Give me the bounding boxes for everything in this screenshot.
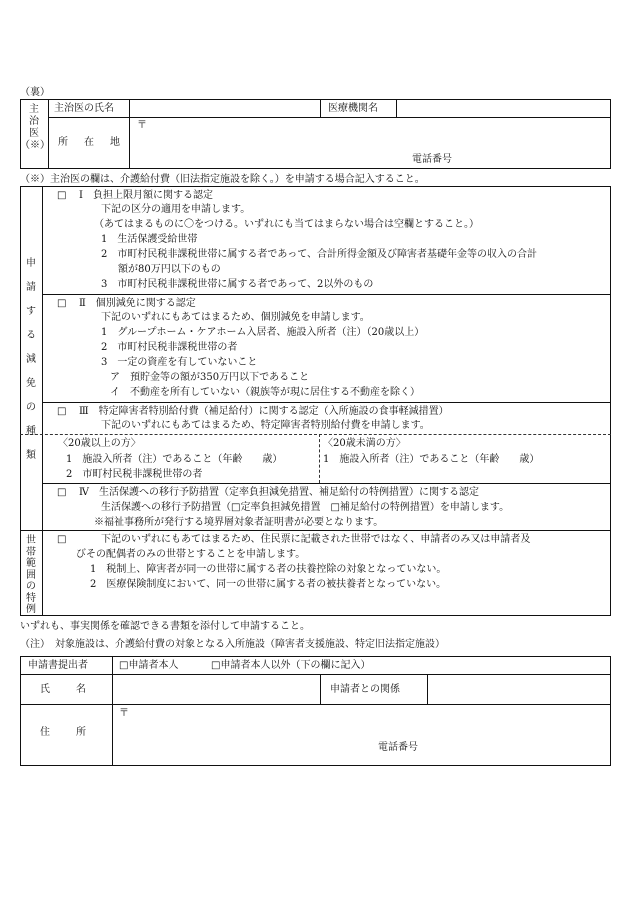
footer-note: （注） 対象施設は、介護給付費の対象となる入所施設（障害者支援施設、特定旧法指定施設） [20,639,445,650]
s2-subitem: イ 不動産を所有していない（親族等が現に居住する不動産を除く） [110,387,420,398]
s1-item: 2 市町村民税非課税世帯に属する者であって、合計所得金額及び障害者基礎年金等の収入の合計 [101,249,538,260]
s2-line: 下記のいずれにもあてはまるため、個別減免を申請します。 [101,312,370,323]
reduction-side-char: の [26,402,36,413]
s2-title: Ⅱ 個別減免に関する認定 [79,298,196,309]
household-side-char: 範 [26,558,36,569]
page-label: （裏） [20,87,50,98]
physician-side-char: （※） [20,140,50,151]
s2-subitem: ア 預貯金等の額が350万円以下であること [110,372,310,383]
submitter-address-label: 住 所 [40,727,88,738]
reduction-side-label [20,252,42,468]
household-checkbox[interactable]: □ [57,534,67,545]
household-side-char: 世 [26,535,36,546]
s3-right-item: 1 施設入所者（注）であること（年齢 歳） [323,454,540,465]
postal-mark: 〒 [119,708,129,719]
s3-left-head: 〈20歳以上の方〉 [58,438,141,449]
reduction-side-char: 請 [26,282,36,293]
submitter-other-option[interactable]: □申請者本人以外（下の欄に記入） [211,660,371,671]
household-line: びその配偶者のみの世帯とすることを申請します。 [76,549,306,560]
physician-note: （※）主治医の欄は、介護給付費（旧法指定施設を除く。）を申請する場合記入すること。 [20,174,425,185]
physician-phone-label: 電話番号 [412,154,452,165]
submitter-label: 申請書提出者 [28,660,88,671]
submitter-name-label: 氏 名 [40,684,88,695]
relation-label: 申請者との関係 [330,684,400,695]
s1-item: 3 市町村民税非課税世帯に属する者であって、2以外のもの [101,279,374,290]
household-item: 2 医療保険制度において、同一の世帯に属する者の被扶養者となっていない。 [90,579,447,590]
household-side-char: 帯 [26,546,36,558]
household-side-char: 囲 [26,569,36,581]
reduction-side-char: 減 [26,354,36,365]
physician-side-char: 医 [29,128,39,139]
submitter-name-field[interactable] [113,675,319,703]
reduction-side-char: 種 [26,426,36,437]
s1-item: 1 生活保護受給世帯 [101,234,198,245]
physician-side-char: 主 [29,104,39,115]
household-item: 1 税制上、障害者が同一の世帯に属する者の扶養控除の対象となっていない。 [90,564,447,575]
household-side-char: の [26,581,36,592]
household-side-char: 特 [26,592,36,604]
s1-line: （あてはまるものに〇をつける。いずれにも当てはまらない場合は空欄とすること。） [94,219,479,230]
s2-item: 3 一定の資産を有していないこと [101,357,258,368]
physician-name-field[interactable] [130,100,319,116]
s4-line: 生活保護への移行予防措置（□定率負担減免措置 □補足給付の特例措置）を申請します。 [101,502,510,513]
s3-left-item: 1 施設入所者（注）であること（年齢 歳） [66,454,283,465]
submitter-self-option[interactable]: □申請者本人 [119,660,179,671]
footer-note: いずれも、事実関係を確認できる書類を添付して申請すること。 [20,621,310,632]
household-line: 下記のいずれにもあてはまるため、住民票に記載された世帯ではなく、申請者のみ又は申請者及 [101,534,531,545]
submitter-phone-label: 電話番号 [378,742,418,753]
submitter-address-field[interactable] [113,705,610,765]
reduction-side-char: る [26,330,36,341]
reduction-side-char: す [26,306,36,317]
s3-right-head: 〈20歳未満の方〉 [323,438,406,449]
s3-line: 下記のいずれにもあてはまるため、特定障害者特別給付費を申請します。 [101,420,430,431]
institution-label: 医療機関名 [328,103,378,114]
physician-address-label: 所 在 地 [58,137,123,148]
s4-checkbox[interactable]: □ [57,487,67,498]
s1-title: Ⅰ 負担上限月額に関する認定 [79,190,213,201]
reduction-side-char: 申 [26,258,36,269]
s3-title: Ⅲ 特定障害者特別給付費（補足給付）に関する認定（入所施設の食事軽減措置） [79,406,449,417]
household-side-label [20,535,42,616]
institution-field[interactable] [397,100,610,116]
reduction-side-char: 類 [26,450,36,461]
s4-title: Ⅳ 生活保護への移行予防措置（定率負担減免措置、補足給付の特例措置）に関する認定 [79,487,479,498]
physician-side-label [20,104,48,152]
s1-line: 下記の区分の適用を申請します。 [101,204,251,215]
s1-item: 額が80万円以下のもの [118,264,221,275]
physician-address-field[interactable] [130,118,610,168]
s1-checkbox[interactable]: □ [57,190,67,201]
reduction-side-char: 免 [26,378,36,389]
s3-checkbox[interactable]: □ [57,406,67,417]
relation-field[interactable] [428,675,610,703]
s2-checkbox[interactable]: □ [57,298,67,309]
physician-side-char: 治 [29,116,39,127]
physician-name-label: 主治医の氏名 [54,103,114,114]
s2-item: 1 グループホーム・ケアホーム入居者、施設入所者（注）（20歳以上） [101,327,425,338]
postal-mark: 〒 [137,120,147,131]
household-side-char: 例 [26,604,36,615]
s3-left-item: 2 市町村民税非課税世帯の者 [66,469,203,480]
s4-note: ※福祉事務所が発行する境界層対象者証明書が必要となります。 [94,517,384,528]
s2-item: 2 市町村民税非課税世帯の者 [101,342,238,353]
